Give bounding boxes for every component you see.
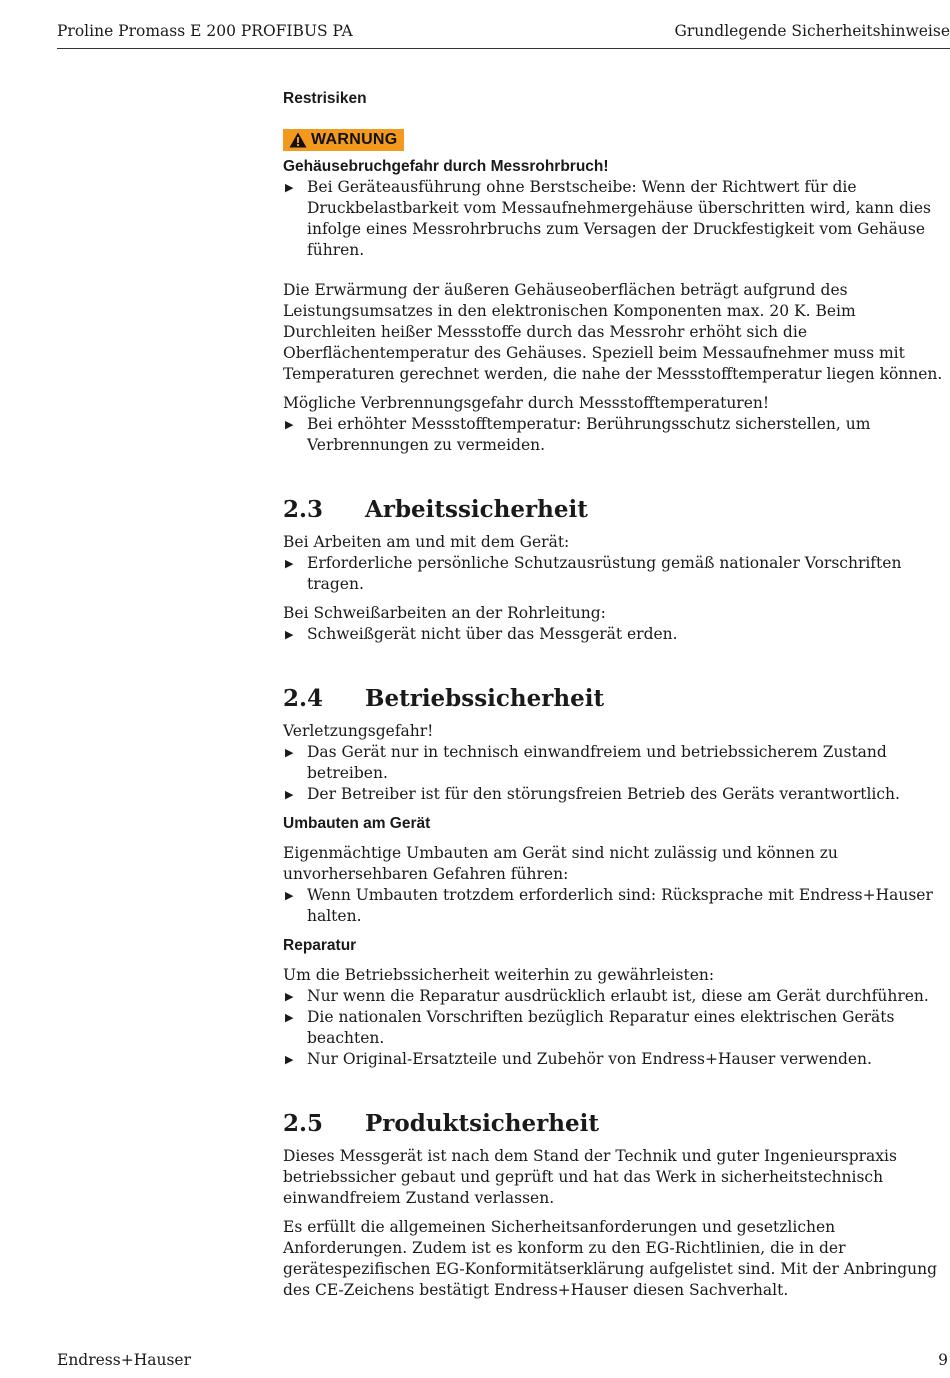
header-product-name: Proline Promass E 200 PROFIBUS PA — [57, 22, 353, 40]
warning-bullet-list — [283, 177, 948, 261]
section-title: Betriebssicherheit — [365, 685, 605, 712]
section-number: 2.5 — [283, 1110, 324, 1137]
section-number: 2.4 — [283, 685, 324, 712]
list-item: ▶ Die nationalen Vorschriften bezüglich Reparatur eines elektrischen Geräts beachten. — [283, 1007, 948, 1049]
warning-triangle-icon — [289, 132, 307, 148]
section-heading-2-4 — [283, 685, 948, 713]
section-2-5-paragraph-2: Es erfüllt die allgemeinen Sicherheitsanforderungen und gesetzlichen Anforderungen. Zudem ist es konform zu den EG-Richtlinien, die in der gerätespezifischen EG-Konformitätserklärung aufgelistet sind. Mit der Anbringung des CE-Zeichens bestätigt Endress+Hauser diesen Sachverhalt. — [283, 1218, 938, 1299]
section-2-3-list-1 — [283, 553, 948, 595]
section-2-4-list — [283, 742, 948, 805]
header-rule — [57, 48, 950, 49]
page-content — [283, 88, 948, 1301]
section-2-4-intro: Verletzungsgefahr! — [283, 722, 434, 740]
list-item: ▶ Nur wenn die Reparatur ausdrücklich erlaubt ist, diese am Gerät durchführen. — [283, 986, 948, 1007]
reparatur-heading: Reparatur — [283, 937, 357, 954]
section-heading-2-3 — [283, 496, 948, 524]
umbauten-list — [283, 885, 948, 927]
section-heading-2-5 — [283, 1110, 948, 1138]
section-title: Produktsicherheit — [365, 1110, 599, 1137]
restrisiken-heading: Restrisiken — [283, 90, 367, 107]
section-2-3-list-2 — [283, 624, 948, 645]
list-item: ▶ Der Betreiber ist für den störungsfreien Betrieb des Geräts verantwortlich. — [283, 784, 948, 805]
restrisiken-paragraph: Die Erwärmung der äußeren Gehäuseoberflächen beträgt aufgrund des Leistungsumsatzes in den elektronischen Komponenten max. 20 K. Beim Durchleiten heißer Messstoffe durch das Messrohr erhöht sich die Oberflächentemperatur des Gehäuses. Speziell beim Messaufnehmer muss mit Temperaturen gerechnet werden, die nahe der Messstofftemperatur liegen können. — [283, 281, 943, 383]
section-2-3-intro-2: Bei Schweißarbeiten an der Rohrleitung: — [283, 604, 606, 622]
umbauten-paragraph: Eigenmächtige Umbauten am Gerät sind nicht zulässig und können zu unvorhersehbaren Gefahren führen: — [283, 844, 838, 883]
section-2-3-intro-1: Bei Arbeiten am und mit dem Gerät: — [283, 533, 570, 551]
list-item: ▶ Bei erhöhter Messstofftemperatur: Berührungsschutz sicherstellen, um Verbrennungen zu vermeiden. — [283, 414, 948, 456]
reparatur-paragraph: Um die Betriebssicherheit weiterhin zu gewährleisten: — [283, 966, 715, 984]
list-item: ▶ Das Gerät nur in technisch einwandfreiem und betriebssicherem Zustand betreiben. — [283, 742, 948, 784]
page-number: 9 — [938, 1351, 948, 1369]
section-2-5-paragraph-1: Dieses Messgerät ist nach dem Stand der Technik und guter Ingenieurspraxis betriebssicher gebaut und geprüft und hat das Werk in sicherheitstechnisch einwandfreiem Zustand verlassen. — [283, 1147, 897, 1207]
warning-title: Gehäusebruchgefahr durch Messrohrbruch! — [283, 158, 609, 175]
header-chapter-title: Grundlegende Sicherheitshinweise — [674, 22, 950, 40]
burn-hazard-text: Mögliche Verbrennungsgefahr durch Messstofftemperaturen! — [283, 394, 770, 412]
list-item: ▶ Wenn Umbauten trotzdem erforderlich sind: Rücksprache mit Endress+Hauser halten. — [283, 885, 948, 927]
warning-label: WARNUNG — [311, 131, 398, 148]
warning-block — [283, 129, 948, 261]
footer-company: Endress+Hauser — [57, 1351, 191, 1369]
umbauten-heading: Umbauten am Gerät — [283, 815, 431, 832]
reparatur-list — [283, 986, 948, 1070]
burn-bullet-list — [283, 414, 948, 456]
warning-badge — [283, 129, 404, 151]
section-title: Arbeitssicherheit — [365, 496, 588, 523]
list-item: ▶ Bei Geräteausführung ohne Berstscheibe: Wenn der Richtwert für die Druckbelastbarkeit vom Messaufnehmergehäuse überschritten wird, kann dies infolge eines Messrohrbruchs zum Versagen der Druckfestigkeit vom Gehäuse führen. — [283, 177, 948, 261]
list-item: ▶ Nur Original-Ersatzteile und Zubehör von Endress+Hauser verwenden. — [283, 1049, 948, 1070]
section-number: 2.3 — [283, 496, 324, 523]
list-item: ▶ Schweißgerät nicht über das Messgerät erden. — [283, 624, 948, 645]
list-item: ▶ Erforderliche persönliche Schutzausrüstung gemäß nationaler Vorschriften tragen. — [283, 553, 948, 595]
